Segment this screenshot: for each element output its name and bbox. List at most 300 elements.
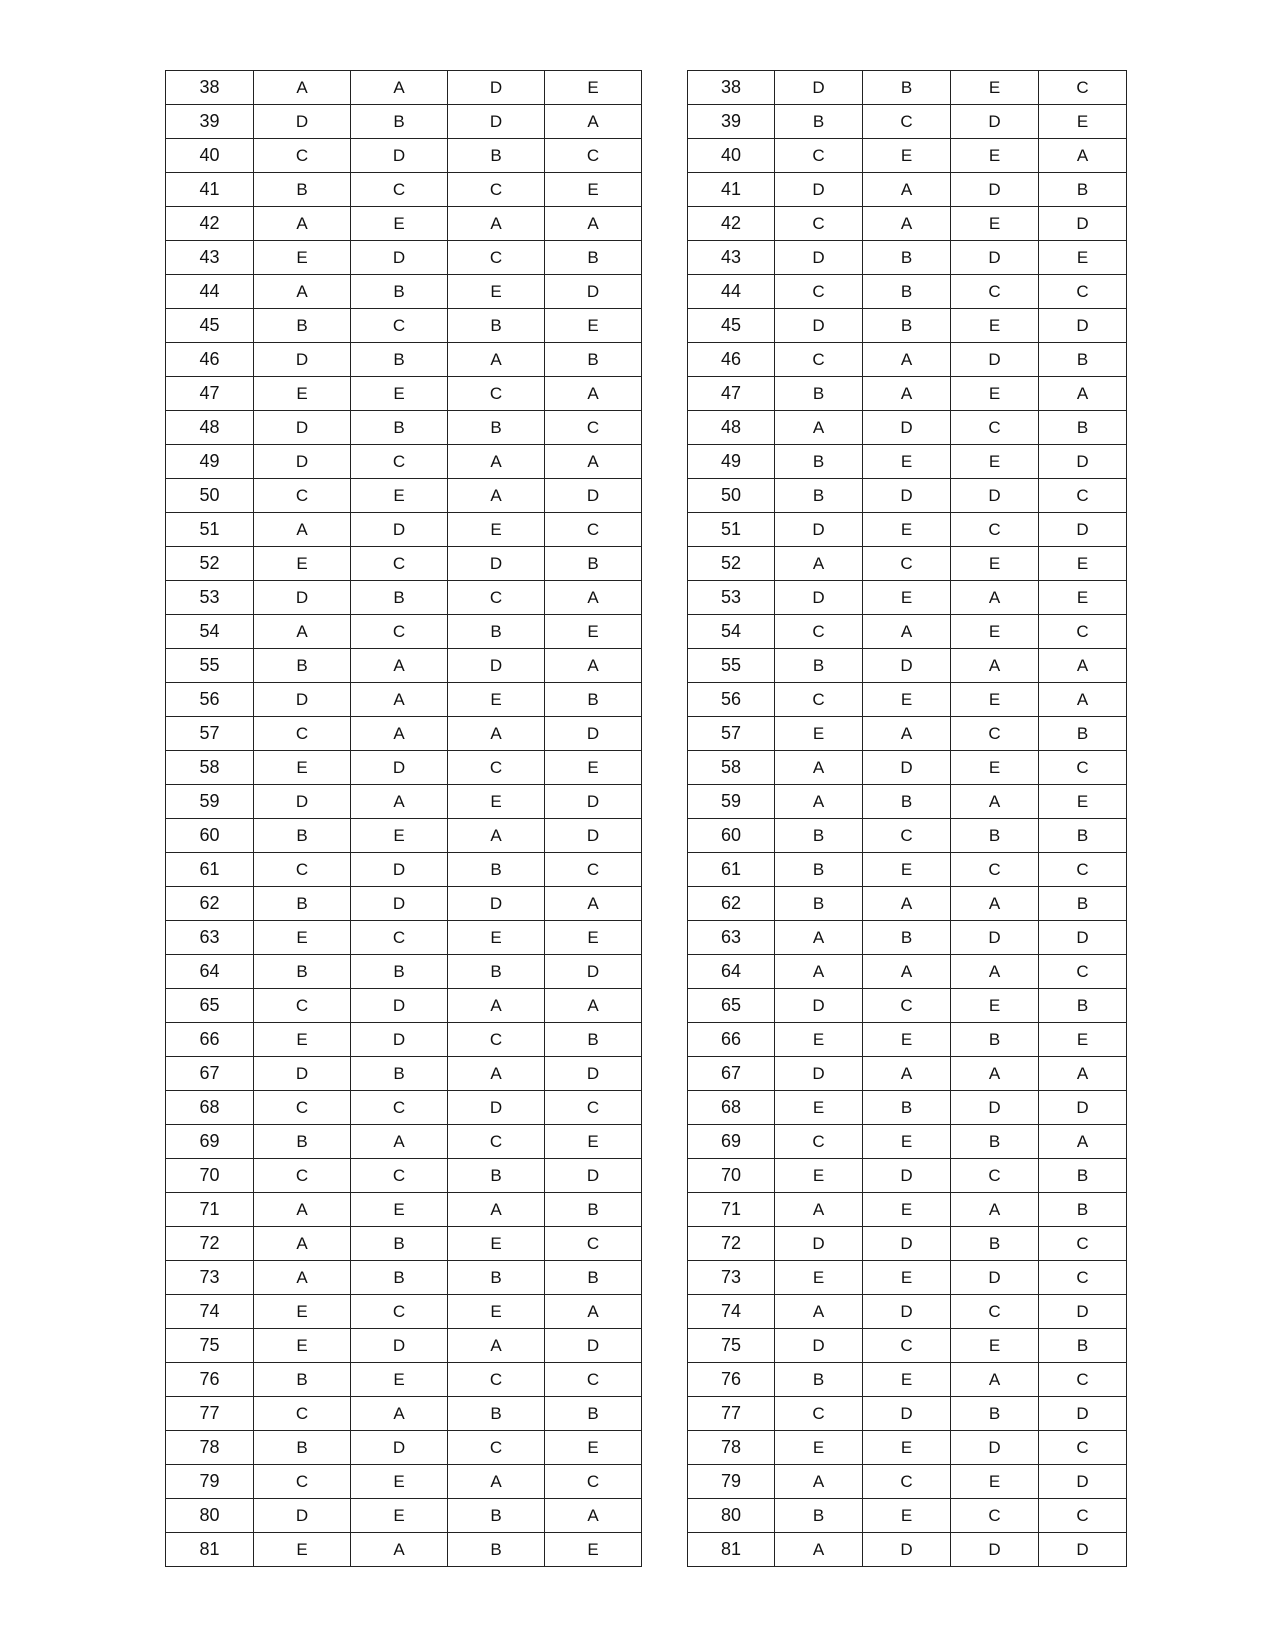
answer-cell-version-3: B bbox=[448, 1533, 545, 1567]
answer-cell-version-2: D bbox=[351, 1329, 448, 1363]
answer-cell-version-1: E bbox=[254, 241, 351, 275]
left-table-row bbox=[166, 241, 642, 275]
left-answer-sheet bbox=[165, 70, 642, 1567]
answer-cell-version-4: A bbox=[545, 989, 642, 1023]
answer-cell-version-3: A bbox=[448, 1329, 545, 1363]
left-table-row bbox=[166, 1465, 642, 1499]
question-number: 42 bbox=[688, 207, 775, 241]
answer-cell-version-1: A bbox=[775, 1193, 863, 1227]
question-number: 60 bbox=[688, 819, 775, 853]
answer-cell-version-4: B bbox=[1039, 411, 1127, 445]
left-table-row bbox=[166, 309, 642, 343]
left-table-row bbox=[166, 173, 642, 207]
answer-cell-version-2: A bbox=[863, 717, 951, 751]
answer-cell-version-3: C bbox=[448, 1363, 545, 1397]
answer-cell-version-3: C bbox=[448, 581, 545, 615]
answer-cell-version-2: D bbox=[351, 241, 448, 275]
answer-cell-version-1: D bbox=[775, 581, 863, 615]
answer-cell-version-2: A bbox=[351, 1125, 448, 1159]
answer-cell-version-3: B bbox=[951, 1397, 1039, 1431]
answer-cell-version-2: E bbox=[863, 1023, 951, 1057]
question-number: 68 bbox=[688, 1091, 775, 1125]
answer-cell-version-1: B bbox=[775, 105, 863, 139]
question-number: 52 bbox=[166, 547, 254, 581]
answer-cell-version-1: D bbox=[775, 309, 863, 343]
question-number: 62 bbox=[688, 887, 775, 921]
question-number: 53 bbox=[166, 581, 254, 615]
question-number: 77 bbox=[166, 1397, 254, 1431]
answer-cell-version-4: B bbox=[1039, 173, 1127, 207]
question-number: 78 bbox=[166, 1431, 254, 1465]
answer-cell-version-2: C bbox=[863, 547, 951, 581]
answer-cell-version-3: D bbox=[951, 479, 1039, 513]
answer-cell-version-4: C bbox=[545, 411, 642, 445]
left-table-row bbox=[166, 479, 642, 513]
answer-cell-version-2: C bbox=[351, 1295, 448, 1329]
answer-cell-version-3: E bbox=[951, 1465, 1039, 1499]
right-table-row bbox=[688, 411, 1127, 445]
answer-cell-version-3: E bbox=[951, 615, 1039, 649]
answer-cell-version-4: B bbox=[545, 343, 642, 377]
answer-cell-version-4: E bbox=[545, 1431, 642, 1465]
answer-cell-version-1: E bbox=[775, 717, 863, 751]
left-table-row bbox=[166, 819, 642, 853]
answer-cell-version-1: E bbox=[775, 1159, 863, 1193]
question-number: 79 bbox=[166, 1465, 254, 1499]
right-table-row bbox=[688, 649, 1127, 683]
answer-cell-version-4: D bbox=[545, 1057, 642, 1091]
answer-cell-version-3: A bbox=[448, 479, 545, 513]
question-number: 54 bbox=[166, 615, 254, 649]
answer-cell-version-4: A bbox=[545, 207, 642, 241]
question-number: 65 bbox=[688, 989, 775, 1023]
answer-cell-version-4: D bbox=[545, 479, 642, 513]
answer-cell-version-2: C bbox=[351, 615, 448, 649]
answer-cell-version-4: D bbox=[1039, 207, 1127, 241]
answer-cell-version-1: B bbox=[254, 1363, 351, 1397]
answer-cell-version-1: E bbox=[775, 1023, 863, 1057]
question-number: 58 bbox=[166, 751, 254, 785]
answer-cell-version-2: D bbox=[863, 1397, 951, 1431]
answer-cell-version-2: C bbox=[351, 1159, 448, 1193]
answer-cell-version-3: A bbox=[448, 1465, 545, 1499]
answer-cell-version-1: B bbox=[254, 309, 351, 343]
answer-cell-version-3: A bbox=[951, 1057, 1039, 1091]
answer-cell-version-3: B bbox=[448, 309, 545, 343]
answer-cell-version-3: C bbox=[448, 751, 545, 785]
answer-cell-version-2: A bbox=[863, 1057, 951, 1091]
answer-cell-version-4: A bbox=[545, 105, 642, 139]
answer-cell-version-4: A bbox=[545, 887, 642, 921]
answer-cell-version-3: E bbox=[951, 1329, 1039, 1363]
answer-cell-version-1: D bbox=[775, 1227, 863, 1261]
left-table-row bbox=[166, 377, 642, 411]
answer-cell-version-1: C bbox=[775, 1397, 863, 1431]
answer-cell-version-1: D bbox=[254, 785, 351, 819]
answer-cell-version-4: E bbox=[545, 921, 642, 955]
answer-cell-version-2: D bbox=[863, 1227, 951, 1261]
left-table-row bbox=[166, 71, 642, 105]
question-number: 39 bbox=[166, 105, 254, 139]
answer-cell-version-3: D bbox=[951, 343, 1039, 377]
question-number: 50 bbox=[166, 479, 254, 513]
answer-cell-version-2: E bbox=[863, 1499, 951, 1533]
question-number: 76 bbox=[688, 1363, 775, 1397]
answer-cell-version-1: C bbox=[254, 479, 351, 513]
left-table-row bbox=[166, 1091, 642, 1125]
answer-cell-version-2: B bbox=[863, 1091, 951, 1125]
question-number: 55 bbox=[688, 649, 775, 683]
left-table-row bbox=[166, 683, 642, 717]
answer-cell-version-3: E bbox=[951, 445, 1039, 479]
left-table-row bbox=[166, 1227, 642, 1261]
answer-cell-version-3: A bbox=[448, 207, 545, 241]
answer-cell-version-2: C bbox=[863, 1329, 951, 1363]
answer-cell-version-4: C bbox=[545, 513, 642, 547]
answer-cell-version-1: B bbox=[254, 1431, 351, 1465]
answer-cell-version-3: B bbox=[448, 1159, 545, 1193]
question-number: 67 bbox=[688, 1057, 775, 1091]
answer-cell-version-3: E bbox=[448, 683, 545, 717]
answer-cell-version-1: D bbox=[254, 683, 351, 717]
answer-cell-version-1: A bbox=[775, 1465, 863, 1499]
question-number: 64 bbox=[166, 955, 254, 989]
right-table-row bbox=[688, 445, 1127, 479]
answer-cell-version-3: E bbox=[448, 275, 545, 309]
answer-cell-version-4: C bbox=[1039, 751, 1127, 785]
answer-cell-version-1: D bbox=[775, 513, 863, 547]
answer-cell-version-3: B bbox=[951, 1227, 1039, 1261]
left-table-row bbox=[166, 717, 642, 751]
answer-cell-version-3: E bbox=[951, 139, 1039, 173]
answer-cell-version-3: A bbox=[951, 887, 1039, 921]
answer-cell-version-2: A bbox=[863, 207, 951, 241]
question-number: 73 bbox=[166, 1261, 254, 1295]
question-number: 79 bbox=[688, 1465, 775, 1499]
answer-cell-version-1: C bbox=[775, 275, 863, 309]
question-number: 46 bbox=[166, 343, 254, 377]
question-number: 42 bbox=[166, 207, 254, 241]
answer-cell-version-4: B bbox=[1039, 1193, 1127, 1227]
left-table-row bbox=[166, 887, 642, 921]
question-number: 45 bbox=[688, 309, 775, 343]
answer-cell-version-3: B bbox=[951, 819, 1039, 853]
answer-cell-version-2: B bbox=[351, 105, 448, 139]
answer-cell-version-1: C bbox=[775, 1125, 863, 1159]
question-number: 57 bbox=[166, 717, 254, 751]
answer-cell-version-2: E bbox=[351, 479, 448, 513]
left-table-row bbox=[166, 1363, 642, 1397]
answer-cell-version-4: B bbox=[545, 683, 642, 717]
question-number: 72 bbox=[688, 1227, 775, 1261]
answer-cell-version-2: D bbox=[351, 853, 448, 887]
left-table-row bbox=[166, 1397, 642, 1431]
answer-cell-version-2: C bbox=[351, 173, 448, 207]
answer-cell-version-2: B bbox=[863, 241, 951, 275]
answer-cell-version-1: B bbox=[775, 445, 863, 479]
question-number: 54 bbox=[688, 615, 775, 649]
answer-cell-version-3: E bbox=[448, 1295, 545, 1329]
question-number: 46 bbox=[688, 343, 775, 377]
right-table-row bbox=[688, 343, 1127, 377]
answer-cell-version-4: C bbox=[1039, 1363, 1127, 1397]
answer-cell-version-4: B bbox=[545, 547, 642, 581]
question-number: 70 bbox=[166, 1159, 254, 1193]
answer-cell-version-3: D bbox=[448, 547, 545, 581]
answer-cell-version-1: B bbox=[254, 649, 351, 683]
answer-cell-version-1: C bbox=[775, 683, 863, 717]
answer-cell-version-1: C bbox=[254, 717, 351, 751]
right-table-row bbox=[688, 615, 1127, 649]
answer-cell-version-2: A bbox=[863, 173, 951, 207]
answer-cell-version-1: A bbox=[254, 1193, 351, 1227]
answer-cell-version-4: D bbox=[1039, 1295, 1127, 1329]
answer-cell-version-2: B bbox=[863, 309, 951, 343]
answer-cell-version-1: E bbox=[254, 921, 351, 955]
answer-cell-version-1: E bbox=[254, 1023, 351, 1057]
answer-cell-version-2: D bbox=[351, 513, 448, 547]
left-table-row bbox=[166, 445, 642, 479]
question-number: 81 bbox=[688, 1533, 775, 1567]
answer-cell-version-3: C bbox=[448, 1023, 545, 1057]
right-table-row bbox=[688, 479, 1127, 513]
answer-cell-version-1: B bbox=[775, 819, 863, 853]
left-table-row bbox=[166, 1499, 642, 1533]
left-table-row bbox=[166, 1431, 642, 1465]
left-table-row bbox=[166, 1125, 642, 1159]
answer-cell-version-1: E bbox=[254, 1295, 351, 1329]
right-table-row bbox=[688, 1397, 1127, 1431]
answer-cell-version-3: E bbox=[951, 309, 1039, 343]
left-table-row bbox=[166, 411, 642, 445]
answer-cell-version-3: C bbox=[951, 1295, 1039, 1329]
answer-cell-version-1: E bbox=[254, 377, 351, 411]
question-number: 44 bbox=[688, 275, 775, 309]
right-table-row bbox=[688, 1363, 1127, 1397]
answer-cell-version-2: E bbox=[863, 445, 951, 479]
answer-cell-version-4: B bbox=[1039, 717, 1127, 751]
answer-cell-version-4: B bbox=[1039, 1159, 1127, 1193]
answer-cell-version-2: C bbox=[351, 309, 448, 343]
answer-cell-version-2: A bbox=[863, 887, 951, 921]
answer-cell-version-1: D bbox=[254, 445, 351, 479]
answer-cell-version-1: D bbox=[254, 581, 351, 615]
question-number: 52 bbox=[688, 547, 775, 581]
answer-cell-version-3: D bbox=[951, 1091, 1039, 1125]
answer-cell-version-3: A bbox=[951, 785, 1039, 819]
answer-cell-version-4: B bbox=[1039, 1329, 1127, 1363]
right-table-row bbox=[688, 887, 1127, 921]
answer-cell-version-4: E bbox=[545, 1533, 642, 1567]
answer-cell-version-3: A bbox=[448, 343, 545, 377]
right-table-row bbox=[688, 207, 1127, 241]
left-table-row bbox=[166, 1533, 642, 1567]
answer-cell-version-4: E bbox=[1039, 785, 1127, 819]
answer-cell-version-4: C bbox=[1039, 1227, 1127, 1261]
answer-cell-version-3: C bbox=[448, 377, 545, 411]
answer-cell-version-2: E bbox=[351, 1363, 448, 1397]
answer-cell-version-3: E bbox=[951, 207, 1039, 241]
answer-cell-version-1: D bbox=[254, 1499, 351, 1533]
question-number: 48 bbox=[688, 411, 775, 445]
answer-cell-version-2: E bbox=[863, 1125, 951, 1159]
answer-cell-version-4: E bbox=[545, 309, 642, 343]
question-number: 48 bbox=[166, 411, 254, 445]
answer-cell-version-1: B bbox=[775, 377, 863, 411]
answer-cell-version-2: C bbox=[863, 989, 951, 1023]
answer-cell-version-2: C bbox=[863, 1465, 951, 1499]
answer-cell-version-3: C bbox=[448, 173, 545, 207]
answer-cell-version-4: A bbox=[1039, 1057, 1127, 1091]
answer-cell-version-3: E bbox=[448, 513, 545, 547]
answer-cell-version-2: D bbox=[351, 139, 448, 173]
question-number: 47 bbox=[166, 377, 254, 411]
answer-cell-version-2: C bbox=[351, 547, 448, 581]
answer-cell-version-1: A bbox=[254, 71, 351, 105]
answer-cell-version-1: C bbox=[775, 207, 863, 241]
answer-cell-version-1: A bbox=[775, 547, 863, 581]
answer-cell-version-2: B bbox=[863, 921, 951, 955]
question-number: 77 bbox=[688, 1397, 775, 1431]
answer-cell-version-1: A bbox=[775, 411, 863, 445]
right-table-row bbox=[688, 819, 1127, 853]
question-number: 63 bbox=[166, 921, 254, 955]
right-table-row bbox=[688, 309, 1127, 343]
right-table-row bbox=[688, 921, 1127, 955]
answer-cell-version-1: A bbox=[775, 955, 863, 989]
answer-cell-version-4: D bbox=[1039, 1091, 1127, 1125]
right-table-row bbox=[688, 1431, 1127, 1465]
right-table-row bbox=[688, 955, 1127, 989]
answer-cell-version-3: A bbox=[951, 1193, 1039, 1227]
question-number: 41 bbox=[688, 173, 775, 207]
answer-cell-version-1: A bbox=[775, 921, 863, 955]
right-table-row bbox=[688, 71, 1127, 105]
right-table-row bbox=[688, 1533, 1127, 1567]
answer-cell-version-4: C bbox=[1039, 275, 1127, 309]
question-number: 78 bbox=[688, 1431, 775, 1465]
right-table-row bbox=[688, 139, 1127, 173]
answer-cell-version-1: B bbox=[775, 853, 863, 887]
answer-cell-version-3: C bbox=[951, 853, 1039, 887]
answer-cell-version-3: D bbox=[448, 887, 545, 921]
answer-cell-version-1: E bbox=[254, 547, 351, 581]
answer-cell-version-4: C bbox=[1039, 479, 1127, 513]
answer-cell-version-4: D bbox=[545, 1329, 642, 1363]
left-table-row bbox=[166, 1295, 642, 1329]
answer-cell-version-2: C bbox=[863, 105, 951, 139]
answer-cell-version-3: D bbox=[448, 71, 545, 105]
answer-cell-version-1: B bbox=[775, 1499, 863, 1533]
question-number: 56 bbox=[166, 683, 254, 717]
answer-cell-version-4: C bbox=[545, 139, 642, 173]
answer-cell-version-2: A bbox=[351, 717, 448, 751]
question-number: 72 bbox=[166, 1227, 254, 1261]
question-number: 60 bbox=[166, 819, 254, 853]
left-table-row bbox=[166, 139, 642, 173]
answer-cell-version-2: E bbox=[351, 1465, 448, 1499]
answer-cell-version-4: C bbox=[545, 1091, 642, 1125]
answer-cell-version-1: B bbox=[254, 819, 351, 853]
answer-cell-version-4: C bbox=[1039, 71, 1127, 105]
answer-cell-version-4: D bbox=[545, 955, 642, 989]
question-number: 53 bbox=[688, 581, 775, 615]
answer-cell-version-3: C bbox=[951, 717, 1039, 751]
answer-cell-version-4: E bbox=[545, 1125, 642, 1159]
right-table-row bbox=[688, 1023, 1127, 1057]
answer-cell-version-2: E bbox=[351, 1193, 448, 1227]
answer-cell-version-2: A bbox=[351, 71, 448, 105]
question-number: 38 bbox=[688, 71, 775, 105]
answer-cell-version-2: E bbox=[863, 853, 951, 887]
answer-cell-version-3: D bbox=[951, 105, 1039, 139]
answer-cell-version-4: E bbox=[1039, 105, 1127, 139]
answer-cell-version-1: B bbox=[254, 955, 351, 989]
answer-cell-version-4: D bbox=[1039, 1465, 1127, 1499]
answer-cell-version-3: C bbox=[448, 1125, 545, 1159]
answer-cell-version-1: A bbox=[775, 1533, 863, 1567]
question-number: 47 bbox=[688, 377, 775, 411]
answer-cell-version-2: B bbox=[351, 275, 448, 309]
question-number: 70 bbox=[688, 1159, 775, 1193]
question-number: 59 bbox=[166, 785, 254, 819]
answer-cell-version-1: D bbox=[775, 71, 863, 105]
answer-cell-version-1: C bbox=[775, 343, 863, 377]
answer-cell-version-4: A bbox=[545, 649, 642, 683]
answer-cell-version-3: E bbox=[448, 1227, 545, 1261]
answer-cell-version-4: A bbox=[1039, 139, 1127, 173]
answer-cell-version-2: E bbox=[863, 1431, 951, 1465]
right-table-row bbox=[688, 785, 1127, 819]
answer-cell-version-2: B bbox=[351, 1057, 448, 1091]
question-number: 74 bbox=[688, 1295, 775, 1329]
question-number: 38 bbox=[166, 71, 254, 105]
answer-cell-version-1: B bbox=[775, 649, 863, 683]
answer-cell-version-2: B bbox=[351, 1227, 448, 1261]
answer-cell-version-1: B bbox=[254, 887, 351, 921]
question-number: 62 bbox=[166, 887, 254, 921]
answer-cell-version-4: D bbox=[545, 717, 642, 751]
question-number: 71 bbox=[166, 1193, 254, 1227]
question-number: 64 bbox=[688, 955, 775, 989]
answer-cell-version-1: C bbox=[254, 1397, 351, 1431]
answer-cell-version-2: E bbox=[863, 513, 951, 547]
answer-cell-version-2: E bbox=[351, 819, 448, 853]
answer-cell-version-4: D bbox=[545, 785, 642, 819]
left-table-row bbox=[166, 1057, 642, 1091]
answer-cell-version-4: D bbox=[545, 275, 642, 309]
answer-cell-version-3: E bbox=[951, 751, 1039, 785]
left-table-row bbox=[166, 547, 642, 581]
answer-cell-version-1: C bbox=[254, 989, 351, 1023]
answer-cell-version-3: B bbox=[448, 1261, 545, 1295]
answer-cell-version-2: A bbox=[863, 377, 951, 411]
answer-cell-version-4: E bbox=[545, 751, 642, 785]
answer-cell-version-2: A bbox=[351, 683, 448, 717]
answer-cell-version-4: C bbox=[1039, 1431, 1127, 1465]
answer-cell-version-4: E bbox=[545, 173, 642, 207]
answer-cell-version-3: D bbox=[448, 105, 545, 139]
right-table-row bbox=[688, 989, 1127, 1023]
right-table-row bbox=[688, 275, 1127, 309]
answer-cell-version-2: D bbox=[351, 751, 448, 785]
answer-cell-version-4: B bbox=[1039, 989, 1127, 1023]
answer-cell-version-3: D bbox=[951, 921, 1039, 955]
answer-cell-version-4: D bbox=[1039, 1397, 1127, 1431]
right-table-row bbox=[688, 683, 1127, 717]
answer-cell-version-2: E bbox=[863, 683, 951, 717]
answer-cell-version-4: B bbox=[545, 1261, 642, 1295]
